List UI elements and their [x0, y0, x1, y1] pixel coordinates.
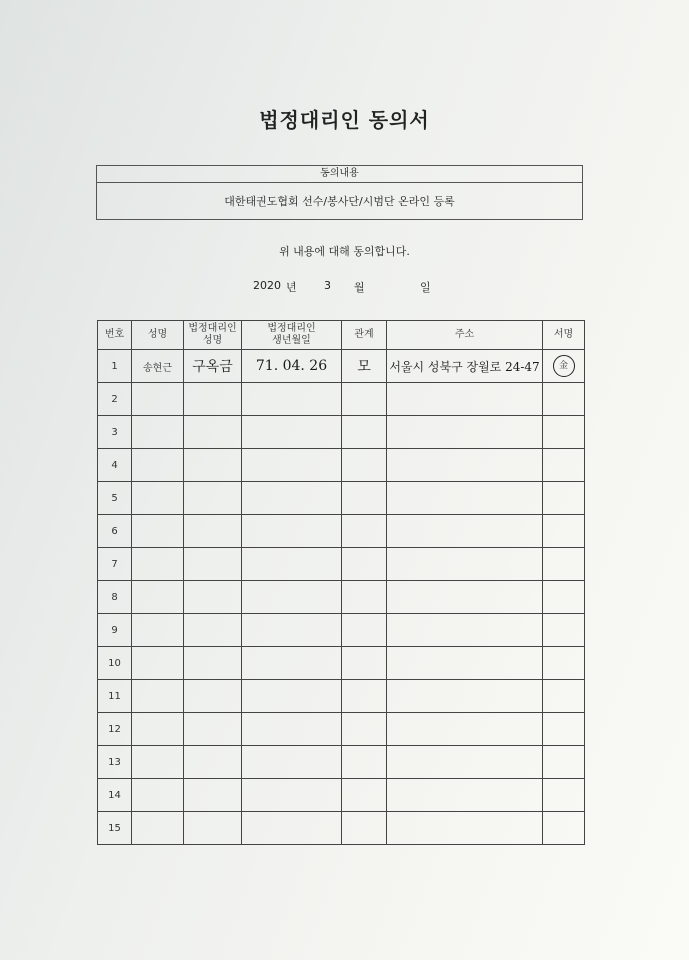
cell-name — [132, 581, 184, 614]
cell-signature[interactable] — [543, 383, 585, 416]
header-guardian-name: 법정대리인 성명 — [184, 321, 242, 350]
header-name: 성명 — [132, 321, 184, 350]
cell-number — [98, 449, 132, 482]
cell-address[interactable] — [387, 812, 543, 845]
cell-address-text: 서울시 성북구 장월로 24-47 — [389, 359, 540, 374]
cell-signature[interactable] — [543, 680, 585, 713]
cell-relation[interactable] — [342, 515, 387, 548]
cell-number-text: 5 — [111, 492, 118, 504]
cell-signature[interactable] — [543, 746, 585, 779]
cell-guardian-name[interactable] — [184, 812, 242, 845]
cell-signature[interactable] — [543, 515, 585, 548]
cell-guardian-birth[interactable] — [242, 350, 342, 383]
cell-number-text: 6 — [111, 525, 118, 537]
cell-number — [98, 383, 132, 416]
cell-guardian-birth[interactable] — [242, 581, 342, 614]
cell-number-text: 3 — [111, 426, 118, 438]
cell-guardian-name[interactable] — [184, 779, 242, 812]
cell-signature[interactable] — [543, 449, 585, 482]
cell-signature[interactable] — [543, 614, 585, 647]
cell-signature[interactable] — [543, 548, 585, 581]
cell-relation[interactable] — [342, 416, 387, 449]
cell-address[interactable] — [387, 647, 543, 680]
cell-signature[interactable] — [543, 416, 585, 449]
consent-header: 동의내용 — [97, 166, 582, 183]
cell-address[interactable] — [387, 515, 543, 548]
cell-relation[interactable] — [342, 383, 387, 416]
consent-body: 대한태권도협회 선수/봉사단/시범단 온라인 등록 — [224, 195, 455, 208]
table-row — [98, 416, 585, 449]
table-row — [98, 746, 585, 779]
cell-number — [98, 416, 132, 449]
cell-signature[interactable] — [543, 350, 585, 383]
table-row — [98, 713, 585, 746]
date-day-unit: 일 — [420, 281, 431, 294]
cell-name — [132, 746, 184, 779]
table-row — [98, 779, 585, 812]
cell-guardian-birth[interactable] — [242, 515, 342, 548]
cell-number-text: 4 — [111, 459, 118, 471]
cell-name — [132, 614, 184, 647]
cell-number-text: 14 — [108, 789, 121, 801]
cell-relation[interactable] — [342, 746, 387, 779]
cell-address[interactable] — [387, 746, 543, 779]
cell-signature[interactable] — [543, 647, 585, 680]
guardian-table — [97, 320, 585, 845]
table-row — [98, 581, 585, 614]
cell-name — [132, 779, 184, 812]
cell-guardian-birth[interactable] — [242, 482, 342, 515]
cell-address[interactable] — [387, 383, 543, 416]
cell-guardian-birth-text: 71. 04. 26 — [255, 358, 328, 374]
cell-relation[interactable] — [342, 581, 387, 614]
cell-guardian-birth[interactable] — [242, 812, 342, 845]
header-relation: 관계 — [342, 321, 387, 350]
table-header-row — [98, 321, 585, 350]
cell-name — [132, 350, 184, 383]
cell-number-text: 2 — [111, 393, 118, 405]
cell-guardian-name[interactable] — [184, 680, 242, 713]
cell-relation[interactable] — [342, 449, 387, 482]
header-number: 번호 — [98, 321, 132, 350]
cell-guardian-birth[interactable] — [242, 416, 342, 449]
cell-relation[interactable] — [342, 812, 387, 845]
date-month: 3 — [324, 279, 331, 292]
cell-number-text: 7 — [111, 558, 118, 570]
document-title: 법정대리인 동의서 — [259, 108, 430, 132]
cell-name-text: 송현근 — [143, 362, 172, 374]
cell-guardian-name[interactable] — [184, 647, 242, 680]
cell-number-text: 15 — [108, 822, 121, 834]
cell-number — [98, 746, 132, 779]
cell-guardian-name-text: 구옥금 — [192, 359, 233, 375]
table-row — [98, 812, 585, 845]
date-month-unit: 월 — [354, 281, 365, 294]
cell-signature[interactable] — [543, 482, 585, 515]
table-row — [98, 614, 585, 647]
cell-signature[interactable] — [543, 779, 585, 812]
cell-number-text: 10 — [108, 657, 121, 669]
cell-guardian-birth[interactable] — [242, 449, 342, 482]
cell-number — [98, 614, 132, 647]
cell-guardian-birth[interactable] — [242, 779, 342, 812]
cell-number-text: 11 — [108, 690, 121, 702]
cell-name — [132, 548, 184, 581]
cell-guardian-name[interactable] — [184, 416, 242, 449]
signature-seal: 金 — [553, 355, 575, 377]
consent-statement: 위 내용에 대해 동의합니다. — [279, 245, 410, 258]
cell-guardian-name[interactable] — [184, 548, 242, 581]
cell-signature[interactable] — [543, 713, 585, 746]
cell-address[interactable] — [387, 416, 543, 449]
cell-number-text: 12 — [108, 723, 121, 735]
table-row — [98, 383, 585, 416]
cell-guardian-birth[interactable] — [242, 713, 342, 746]
date-year-unit: 년 — [286, 281, 297, 294]
cell-signature[interactable] — [543, 581, 585, 614]
cell-guardian-name[interactable] — [184, 614, 242, 647]
cell-number — [98, 548, 132, 581]
cell-guardian-birth[interactable] — [242, 647, 342, 680]
cell-address[interactable] — [387, 482, 543, 515]
cell-guardian-birth[interactable] — [242, 680, 342, 713]
cell-guardian-name[interactable] — [184, 713, 242, 746]
cell-number — [98, 647, 132, 680]
header-signature: 서명 — [543, 321, 585, 350]
cell-name — [132, 416, 184, 449]
cell-relation[interactable] — [342, 482, 387, 515]
cell-relation[interactable] — [342, 647, 387, 680]
cell-guardian-birth[interactable] — [242, 746, 342, 779]
cell-guardian-name[interactable] — [184, 449, 242, 482]
cell-number — [98, 812, 132, 845]
cell-guardian-birth[interactable] — [242, 383, 342, 416]
cell-number — [98, 482, 132, 515]
cell-number — [98, 581, 132, 614]
date-year: 2020 — [253, 279, 281, 292]
table-row — [98, 449, 585, 482]
cell-number — [98, 779, 132, 812]
cell-number-text: 13 — [108, 756, 121, 768]
cell-address[interactable] — [387, 581, 543, 614]
cell-address[interactable] — [387, 779, 543, 812]
cell-number — [98, 350, 132, 383]
cell-number-text: 1 — [111, 360, 118, 372]
cell-relation-text: 모 — [357, 359, 371, 375]
cell-name — [132, 812, 184, 845]
cell-guardian-name[interactable] — [184, 383, 242, 416]
cell-guardian-birth[interactable] — [242, 614, 342, 647]
cell-address[interactable] — [387, 548, 543, 581]
cell-number — [98, 713, 132, 746]
table-row — [98, 515, 585, 548]
cell-relation[interactable] — [342, 680, 387, 713]
cell-guardian-name[interactable] — [184, 581, 242, 614]
cell-address[interactable] — [387, 713, 543, 746]
cell-guardian-birth[interactable] — [242, 548, 342, 581]
consent-box — [96, 165, 583, 220]
cell-name — [132, 713, 184, 746]
cell-address[interactable] — [387, 449, 543, 482]
cell-relation[interactable] — [342, 350, 387, 383]
cell-relation[interactable] — [342, 614, 387, 647]
table-row — [98, 647, 585, 680]
table-row — [98, 350, 585, 383]
cell-number-text: 9 — [111, 624, 118, 636]
cell-address[interactable] — [387, 350, 543, 383]
cell-name — [132, 680, 184, 713]
header-guardian-birth: 법정대리인 생년월일 — [242, 321, 342, 350]
table-row — [98, 548, 585, 581]
cell-name — [132, 515, 184, 548]
cell-name — [132, 383, 184, 416]
cell-number — [98, 515, 132, 548]
table-row — [98, 680, 585, 713]
cell-name — [132, 482, 184, 515]
cell-number — [98, 680, 132, 713]
cell-relation[interactable] — [342, 548, 387, 581]
cell-name — [132, 647, 184, 680]
cell-guardian-name[interactable] — [184, 482, 242, 515]
cell-relation[interactable] — [342, 713, 387, 746]
cell-number-text: 8 — [111, 591, 118, 603]
cell-name — [132, 449, 184, 482]
cell-guardian-name[interactable] — [184, 746, 242, 779]
table-row — [98, 482, 585, 515]
table-body — [98, 350, 585, 845]
cell-address[interactable] — [387, 680, 543, 713]
header-address: 주소 — [387, 321, 543, 350]
cell-guardian-name[interactable] — [184, 515, 242, 548]
cell-signature[interactable] — [543, 812, 585, 845]
cell-relation[interactable] — [342, 779, 387, 812]
cell-address[interactable] — [387, 614, 543, 647]
cell-guardian-name[interactable] — [184, 350, 242, 383]
